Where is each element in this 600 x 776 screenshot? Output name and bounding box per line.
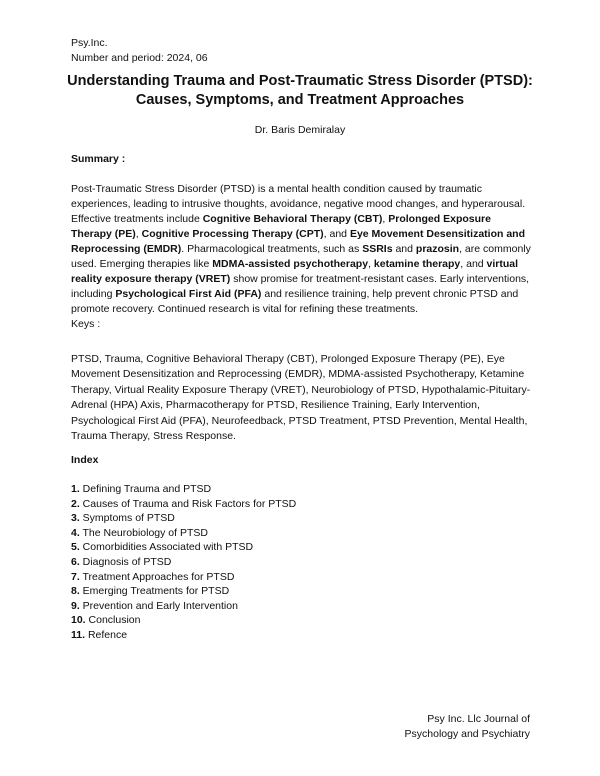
index-item[interactable] <box>71 599 296 614</box>
index-item[interactable] <box>71 570 296 585</box>
keywords-text: PTSD, Trauma, Cognitive Behavioral Therapy (CBT), Prolonged Exposure Therapy (PE), Eye Movement Desensitization and Reprocessing (EMDR), MDMA-assisted Psychotherapy, Ketamine Therapy, Virtual Reality Exposure Therapy (VRET), Neurobiology of PTSD, Hypothalamic-Pituitary-Adrenal (HPA) Axis, Pharmacotherapy for PTSD, Resilience Training, Early Intervention, Psychological First Aid (PFA), Neurofeedback, PTSD Treatment, PTSD Prevention, Mental Health, Trauma Therapy, Stress Response. <box>71 353 531 443</box>
summary-bold-term: MDMA-assisted psychotherapy <box>212 258 369 270</box>
summary-bold-term: Psychological First Aid (PFA) <box>115 288 262 300</box>
footer-line-2: Psychology and Psychiatry <box>404 728 530 740</box>
index-label: Treatment Approaches for PTSD <box>79 570 235 583</box>
index-number: 1. <box>71 483 80 495</box>
summary-bold-term: SSRIs <box>362 243 393 255</box>
index-label: Comorbidities Associated with PTSD <box>79 541 254 554</box>
summary-bold-term: Cognitive Processing Therapy (CPT) <box>141 228 324 240</box>
index-number: 5. <box>71 541 80 554</box>
index-label: Causes of Trauma and Risk Factors for PTSD <box>79 497 297 510</box>
summary-run: . Pharmacological treatments, such as <box>181 243 363 255</box>
summary-run: and resilience training, help prevent chronic PTSD and promote recovery. Continued research is vital for refining these treatments. <box>71 288 519 315</box>
summary-run: , <box>135 228 142 240</box>
index-item[interactable] <box>71 628 296 643</box>
paper-title: Understanding Trauma and Post-Traumatic Stress Disorder (PTSD): Causes, Symptoms, and Treatment Approaches <box>67 73 533 108</box>
index-label: Prevention and Early Intervention <box>79 599 238 612</box>
summary-run: , <box>382 213 389 225</box>
index-item[interactable] <box>71 482 296 497</box>
footer-line-1: Psy Inc. Llc Journal of <box>427 713 530 725</box>
index-number: 11. <box>71 628 86 641</box>
summary-bold-term: prazosin <box>415 243 460 255</box>
index-list <box>71 482 296 643</box>
index-label: Emerging Treatments for PTSD <box>79 585 230 598</box>
index-number: 2. <box>71 497 80 510</box>
summary-bold-term: Cognitive Behavioral Therapy (CBT) <box>202 213 383 225</box>
summary-bold-term: Prolonged Exposure Therapy (PE) <box>71 213 491 240</box>
index-item[interactable] <box>71 613 296 628</box>
summary-run: , and <box>323 228 350 240</box>
index-number: 4. <box>71 526 80 539</box>
index-item[interactable] <box>71 497 296 512</box>
index-label: The Neurobiology of PTSD <box>79 526 208 539</box>
index-number: 6. <box>71 555 80 568</box>
index-number: 8. <box>71 585 80 598</box>
author-name: Dr. Baris Demiralay <box>254 124 346 136</box>
summary-text <box>71 182 533 332</box>
summary-heading: Summary : <box>71 153 126 165</box>
index-number: 3. <box>71 512 80 525</box>
index-label: Symptoms of PTSD <box>79 512 175 525</box>
index-number: 7. <box>71 570 80 583</box>
summary-run: , are commonly used. Emerging therapies like <box>71 243 531 270</box>
summary-bold-term: virtual reality exposure therapy (VRET) <box>71 258 519 285</box>
summary-run: , and <box>460 258 487 270</box>
index-item[interactable] <box>71 540 296 555</box>
index-item[interactable] <box>71 584 296 599</box>
number-and-period: Number and period: 2024, 06 <box>71 52 208 64</box>
index-number: 10. <box>71 614 86 627</box>
index-label: Defining Trauma and PTSD <box>79 483 212 495</box>
index-item[interactable] <box>71 526 296 541</box>
summary-run: and <box>392 243 416 255</box>
journal-short-name: Psy.Inc. <box>71 37 108 49</box>
index-heading: Index <box>71 454 99 466</box>
index-item[interactable] <box>71 511 296 526</box>
keys-heading: Keys : <box>71 318 101 330</box>
index-item[interactable] <box>71 555 296 570</box>
journal-footer <box>405 712 530 742</box>
index-label: Diagnosis of PTSD <box>79 555 172 568</box>
summary-run: , <box>368 258 374 270</box>
index-label: Conclusion <box>85 614 141 627</box>
summary-bold-term: ketamine therapy <box>373 258 461 270</box>
index-label: Refence <box>85 628 128 641</box>
summary-run: Post-Traumatic Stress Disorder (PTSD) is a mental health condition caused by traumatic experiences, leading to intrusive thoughts, avoidance, negative mood changes, and hyperarousal. Effective treatments include <box>71 183 526 225</box>
summary-bold-term: Eye Movement Desensitization and Reprocessing (EMDR) <box>71 228 525 255</box>
journal-header <box>71 36 208 66</box>
index-number: 9. <box>71 599 80 612</box>
summary-run: show promise for treatment-resistant cases. Early interventions, including <box>71 273 530 300</box>
